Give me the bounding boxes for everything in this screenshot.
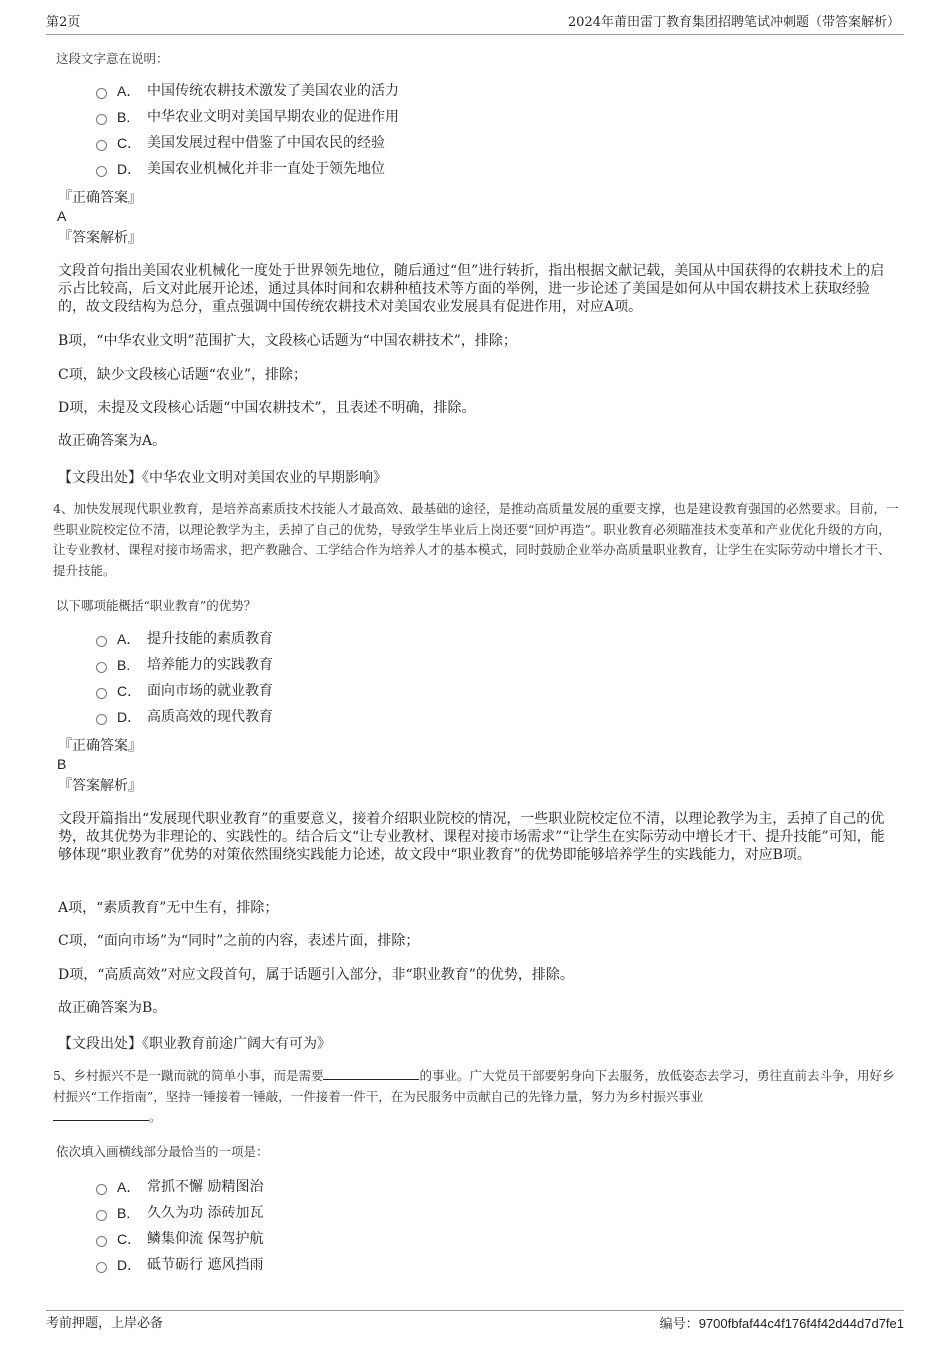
q4-answer-label: 『正确答案』 (58, 738, 142, 754)
q3-analysis-b: B项，“中华农业文明”范围扩大，文段核心话题为“中国农耕技术”，排除； (58, 333, 517, 349)
radio-icon[interactable] (96, 1184, 107, 1195)
q4-stem: 4、加快发展现代职业教育，是培养高素质技术技能人才最高效、最基础的途径，是推动高质量发展的重要支撑，也是建设教育强国的必然要求。目前，一些职业院校定位不清，以理论教学为主，丢掉了自己的优势，导致学生毕业后上岗还要“回炉再造”。职业教育必须瞄准技术变革和产业优化升级的方向，让专业教材、课程对接市场需求，把产教融合、工学结合作为培养人才的基本模式，同时鼓励企业举办高质量职业教育，让学生在实际劳动中增长才干、提升技能。 (53, 501, 899, 578)
q5-option-d[interactable]: D． 砥节砺行 遮风挡雨 (96, 1256, 263, 1274)
q3-answer-label: 『正确答案』 (58, 190, 142, 206)
q5-option-a[interactable]: A． 常抓不懈 励精图治 (96, 1178, 263, 1196)
q3-prompt: 这段文字意在说明： (56, 51, 169, 66)
page-number: 第2页 (46, 15, 81, 30)
fill-blank-1 (323, 1067, 419, 1080)
q4-analysis-a: A项，“素质教育”无中生有，排除； (58, 900, 279, 916)
q4-analysis-main: 文段开篇指出“发展现代职业教育”的重要意义，接着介绍职业院校的情况，一些职业院校定位不清，以理论教学为主，丢掉了自己的优势，故其优势为非理论的、实践性的。结合后文“让专业教材、课程对接市场需求”“让学生在实际劳动中增长才干、提升技能”可知，能够体现“职业教育”优势的对策依然围绕实践能力论述，故文段中“职业教育”的优势即能够培养学生的实践能力，对应B项。 (58, 811, 885, 863)
radio-icon[interactable] (96, 140, 107, 151)
q4-option-b[interactable]: B. 培养能力的实践教育 (96, 656, 273, 674)
radio-icon[interactable] (96, 714, 107, 725)
q4-answer: B (57, 756, 67, 772)
q3-option-d[interactable]: D． 美国农业机械化并非一直处于领先地位 (96, 160, 385, 178)
q3-option-a[interactable]: A． 中国传统农耕技术激发了美国农业的活力 (96, 82, 399, 100)
radio-icon[interactable] (96, 662, 107, 673)
q5-option-c[interactable]: C． 鳞集仰流 保驾护航 (96, 1230, 263, 1248)
q4-option-a[interactable]: A． 提升技能的素质教育 (96, 630, 273, 648)
q3-analysis-main: 文段首句指出美国农业机械化一度处于世界领先地位，随后通过“但”进行转折，指出根据文献记载，美国从中国获得的农耕技术上的启示占比较高，后文对此展开论述，通过具体时间和农耕种植技术等方面的举例，进一步论述了美国是如何从中国农耕技术上获取经验的，故文段结构为总分，重点强调中国传统农耕技术对美国农业发展具有促进作用，对应A项。 (58, 263, 885, 315)
q3-source: 【文段出处】《中华农业文明对美国农业的早期影响》 (58, 470, 387, 486)
q5-prompt: 依次填入画横线部分最恰当的一项是： (56, 1144, 269, 1159)
radio-icon[interactable] (96, 1210, 107, 1221)
fill-blank-2 (53, 1108, 149, 1121)
q4-option-d[interactable]: D． 高质高效的现代教育 (96, 708, 273, 726)
footer-slogan: 考前押题，上岸必备 (46, 1316, 164, 1331)
radio-icon[interactable] (96, 1236, 107, 1247)
radio-icon[interactable] (96, 114, 107, 125)
q3-option-c[interactable]: C． 美国发展过程中借鉴了中国农民的经验 (96, 134, 385, 152)
q3-option-b[interactable]: B. 中华农业文明对美国早期农业的促进作用 (96, 108, 399, 126)
radio-icon[interactable] (96, 636, 107, 647)
q4-analysis-label: 『答案解析』 (58, 778, 142, 794)
q5-option-b[interactable]: B. 久久为功 添砖加瓦 (96, 1204, 263, 1222)
q3-analysis-label: 『答案解析』 (58, 230, 142, 246)
radio-icon[interactable] (96, 166, 107, 177)
page-footer (46, 1310, 904, 1332)
q4-analysis-c: C项，“面向市场”为“同时”之前的内容，表述片面，排除； (58, 933, 420, 949)
q4-prompt: 以下哪项能概括“职业教育”的优势？ (56, 598, 257, 613)
document-code: 编号：9700fbfaf44c4f176f4f42d44d7d7fe1 (659, 1316, 904, 1332)
q4-analysis-conclusion: 故正确答案为B。 (58, 1000, 167, 1016)
radio-icon[interactable] (96, 688, 107, 699)
q4-analysis-d: D项，“高质高效”对应文段首句，属于话题引入部分，非“职业教育”的优势，排除。 (58, 967, 574, 983)
q4-source: 【文段出处】《职业教育前途广阔大有可为》 (58, 1036, 331, 1052)
radio-icon[interactable] (96, 1262, 107, 1273)
document-title: 2024年莆田雷丁教育集团招聘笔试冲刺题（带答案解析） (567, 15, 900, 30)
q3-analysis-conclusion: 故正确答案为A。 (58, 433, 167, 449)
q5-stem: 5、乡村振兴不是一蹴而就的简单小事，而是需要 的事业。广大党员干部要躬身向下去服务，放低姿态去学习，勇往直前去斗争，用好乡村振兴“工作指南”，坚持一锤接着一锤敲，一件接着一件干，在为民服务中贡献自己的先锋力量，努力为乡村振兴事业 。 (53, 1068, 895, 1124)
q3-analysis-c: C项，缺少文段核心话题“农业”，排除； (58, 367, 308, 383)
q4-option-c[interactable]: C． 面向市场的就业教育 (96, 682, 273, 700)
q3-analysis-d: D项，未提及文段核心话题“中国农耕技术”，且表述不明确，排除。 (58, 400, 476, 416)
radio-icon[interactable] (96, 88, 107, 99)
q3-answer: A (57, 208, 67, 224)
page-header (46, 14, 904, 35)
